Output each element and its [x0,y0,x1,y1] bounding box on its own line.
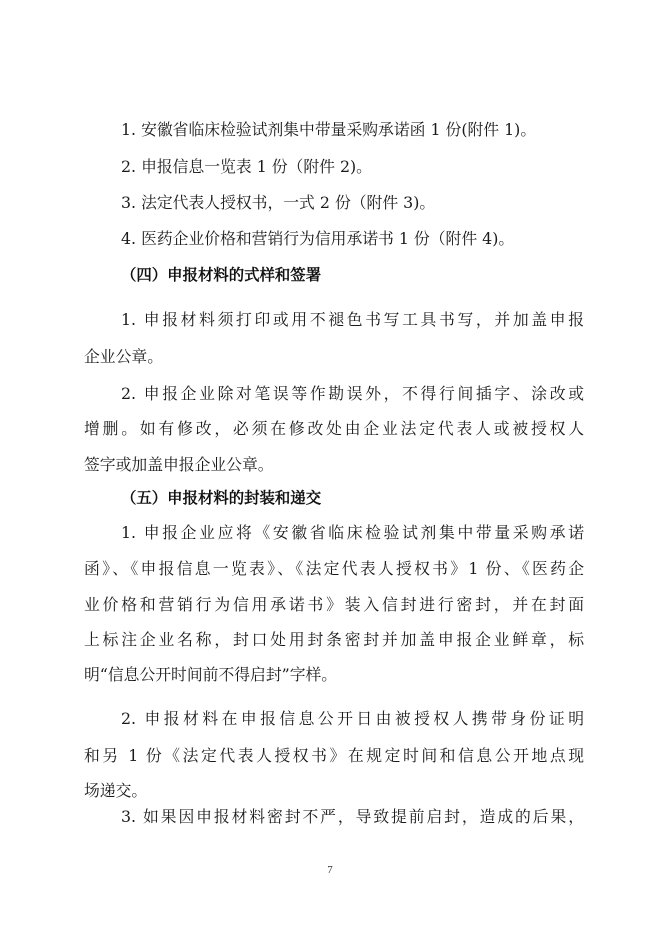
s4-p2-line-3: 签字或加盖申报企业公章。 [84,455,274,474]
s5-p1-line-4: 上标注企业名称，封口处用封条密封并加盖申报企业鲜章，标 [84,630,584,649]
s4-p2-line-2: 增删。如有修改，必须在修改处由企业法定代表人或被授权人 [84,419,584,438]
section-5-heading: （五）申报材料的封装和递交 [121,489,322,507]
s5-p1-line-2: 函》、《申报信息一览表》、《法定代表人授权书》1 份、《医药企 [84,559,584,578]
list-item-3: 3. 法定代表人授权书，一式 2 份（附件 3)。 [121,193,436,212]
s4-p1-line-2: 企业公章。 [84,347,163,366]
s4-p1-line-1: 1. 申报材料须打印或用不褪色书写工具书写，并加盖申报 [121,310,584,329]
s5-p1-line-3: 业价格和营销行为信用承诺书》装入信封进行密封，并在封面 [84,595,584,614]
s5-p1-line-1: 1. 申报企业应将《安徽省临床检验试剂集中带量采购承诺 [121,523,584,542]
s5-p2-line-2: 和另 1 份《法定代表人授权书》在规定时间和信息公开地点现 [84,746,584,765]
list-item-2: 2. 申报信息一览表 1 份（附件 2)。 [121,157,372,176]
list-item-1: 1. 安徽省临床检验试剂集中带量采购承诺函 1 份(附件 1)。 [121,120,537,139]
section-4-heading: （四）申报材料的式样和签署 [121,266,322,284]
list-item-4: 4. 医药企业价格和营销行为信用承诺书 1 份（附件 4)。 [121,229,515,248]
s5-p1-line-5: 明“信息公开时间前不得启封”字样。 [84,665,338,684]
s5-p2-line-3: 场递交。 [84,781,148,800]
page-number: 7 [327,864,333,876]
s5-p2-line-1: 2. 申报材料在申报信息公开日由被授权人携带身份证明 [121,709,584,728]
s5-p3-line-1: 3. 如果因申报材料密封不严，导致提前启封，造成的后果， [121,807,584,826]
s4-p2-line-1: 2. 申报企业除对笔误等作勘误外，不得行间插字、涂改或 [121,384,584,403]
